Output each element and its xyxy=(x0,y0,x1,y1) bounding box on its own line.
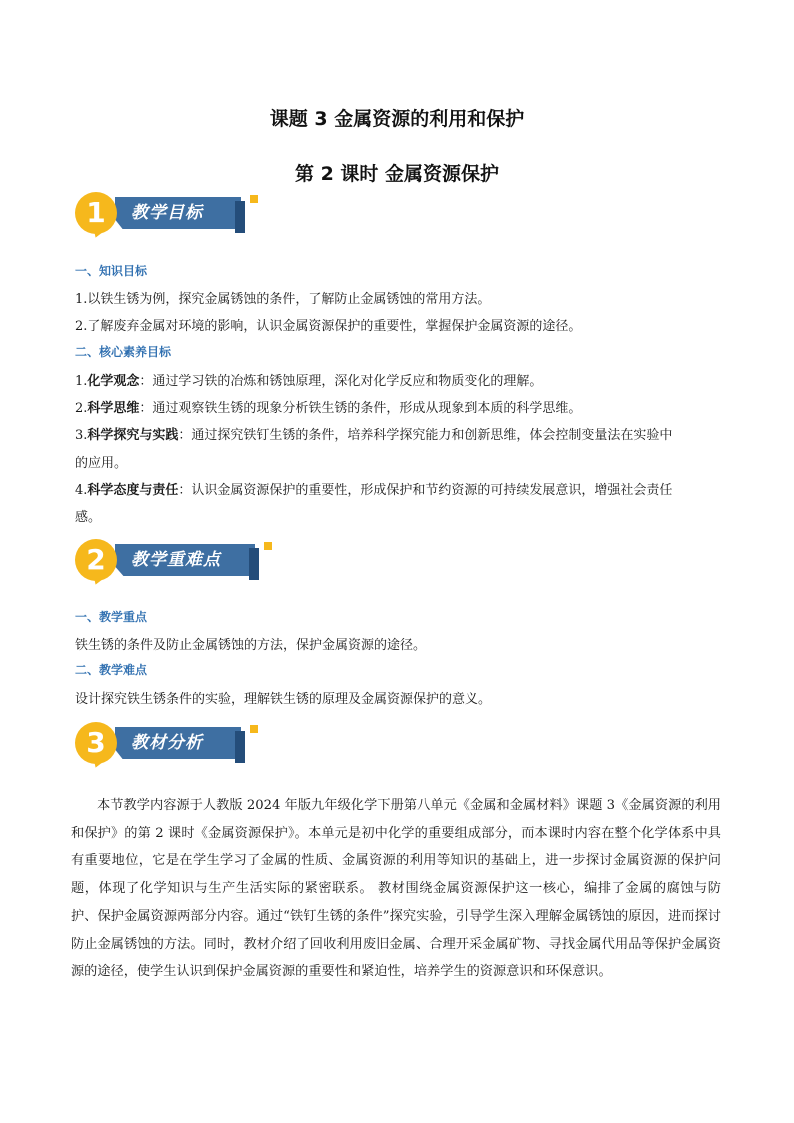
section-heading: 教学重难点 xyxy=(131,550,221,570)
literacy-goal-term: 化学观念 xyxy=(87,374,140,389)
document-title: 课题 3 金属资源的利用和保护 xyxy=(269,108,525,130)
knowledge-goal-1: 1.以铁生锈为例，探究金属锈蚀的条件，了解防止金属锈蚀的常用方法。 xyxy=(75,292,491,307)
literacy-goal-1 xyxy=(75,370,725,389)
literacy-goal-text: ：通过学习铁的冶炼和锈蚀原理，深化对化学反应和物质变化的理解。 xyxy=(139,374,543,389)
section-header-teaching-goals xyxy=(75,192,275,244)
subheading-difficult-points: 二、教学难点 xyxy=(75,663,148,677)
knowledge-goal-2: 2.了解废弃金属对环境的影响，认识金属资源保护的重要性，掌握保护金属资源的途径。 xyxy=(75,319,582,334)
subheading-key-points: 一、教学重点 xyxy=(75,610,148,624)
section-number-badge: 3 xyxy=(75,722,117,764)
subheading-literacy-goals: 二、核心素养目标 xyxy=(75,345,172,359)
literacy-goal-3-continued: 的应用。 xyxy=(75,456,128,471)
literacy-goal-term: 科学态度与责任 xyxy=(87,483,179,498)
section-number-badge: 1 xyxy=(75,192,117,234)
section-heading: 教学目标 xyxy=(131,203,203,223)
literacy-goal-4 xyxy=(75,479,725,498)
literacy-goal-term: 科学探究与实践 xyxy=(87,428,179,443)
section-number-badge: 2 xyxy=(75,539,117,581)
document-subtitle: 第 2 课时 金属资源保护 xyxy=(294,163,500,185)
section-banner-dot xyxy=(250,195,258,203)
section-banner-shadow xyxy=(249,548,259,580)
literacy-goal-number: 2. xyxy=(75,401,88,416)
section-banner-dot xyxy=(264,542,272,550)
literacy-goal-4-continued: 感。 xyxy=(75,510,102,525)
literacy-goal-text: ：认识金属资源保护的重要性，形成保护和节约资源的可持续发展意识，增强社会责任 xyxy=(178,483,673,498)
textbook-analysis-paragraph: 本节教学内容源于人教版 2024 年版九年级化学下册第八单元《金属和金属材料》课题 3《金属资源的利用和保护》的第 2 课时《金属资源保护》。本单元是初中化学的重要组成部分，而本课时内容在整个化学体系中具有重要地位，它是在学生学习了金属的性质、金属资源的利用等知识的基础上，进一步探讨金属资源的保护问题，体现了化学知识与生产生活实际的紧密联系。 教材围绕金属资源保护这一核心，编排了金属的腐蚀与防护、保护金属资源两部分内容。通过“铁钉生锈的条件”探究实验，引导学生深入理解金属锈蚀的原因，进而探讨防止金属锈蚀的方法。同时，教材介绍了回收利用废旧金属、合理开采金属矿物、寻找金属代用品等保护金属资源的途径，使学生认识到保护金属资源的重要性和紧迫性，培养学生的资源意识和环保意识。 xyxy=(71,798,721,980)
literacy-goal-3 xyxy=(75,424,725,443)
literacy-goal-term: 科学思维 xyxy=(87,401,140,416)
literacy-goal-text: ：通过探究铁钉生锈的条件，培养科学探究能力和创新思维，体会控制变量法在实验中 xyxy=(178,428,673,443)
section-header-key-difficult-points xyxy=(75,539,275,591)
literacy-goal-2 xyxy=(75,397,725,416)
literacy-goal-text: ：通过观察铁生锈的现象分析铁生锈的条件，形成从现象到本质的科学思维。 xyxy=(139,401,582,416)
difficult-points-text: 设计探究铁生锈条件的实验，理解铁生锈的原理及金属资源保护的意义。 xyxy=(75,692,492,707)
section-banner-shadow xyxy=(235,201,245,233)
literacy-goal-number: 3. xyxy=(75,428,88,443)
section-banner-shadow xyxy=(235,731,245,763)
section-header-textbook-analysis xyxy=(75,722,275,774)
subheading-knowledge-goals: 一、知识目标 xyxy=(75,264,148,278)
section-heading: 教材分析 xyxy=(131,733,203,753)
literacy-goal-number: 1. xyxy=(75,374,88,389)
literacy-goal-number: 4. xyxy=(75,483,88,498)
section-banner-dot xyxy=(250,725,258,733)
key-points-text: 铁生锈的条件及防止金属锈蚀的方法，保护金属资源的途径。 xyxy=(75,638,427,653)
